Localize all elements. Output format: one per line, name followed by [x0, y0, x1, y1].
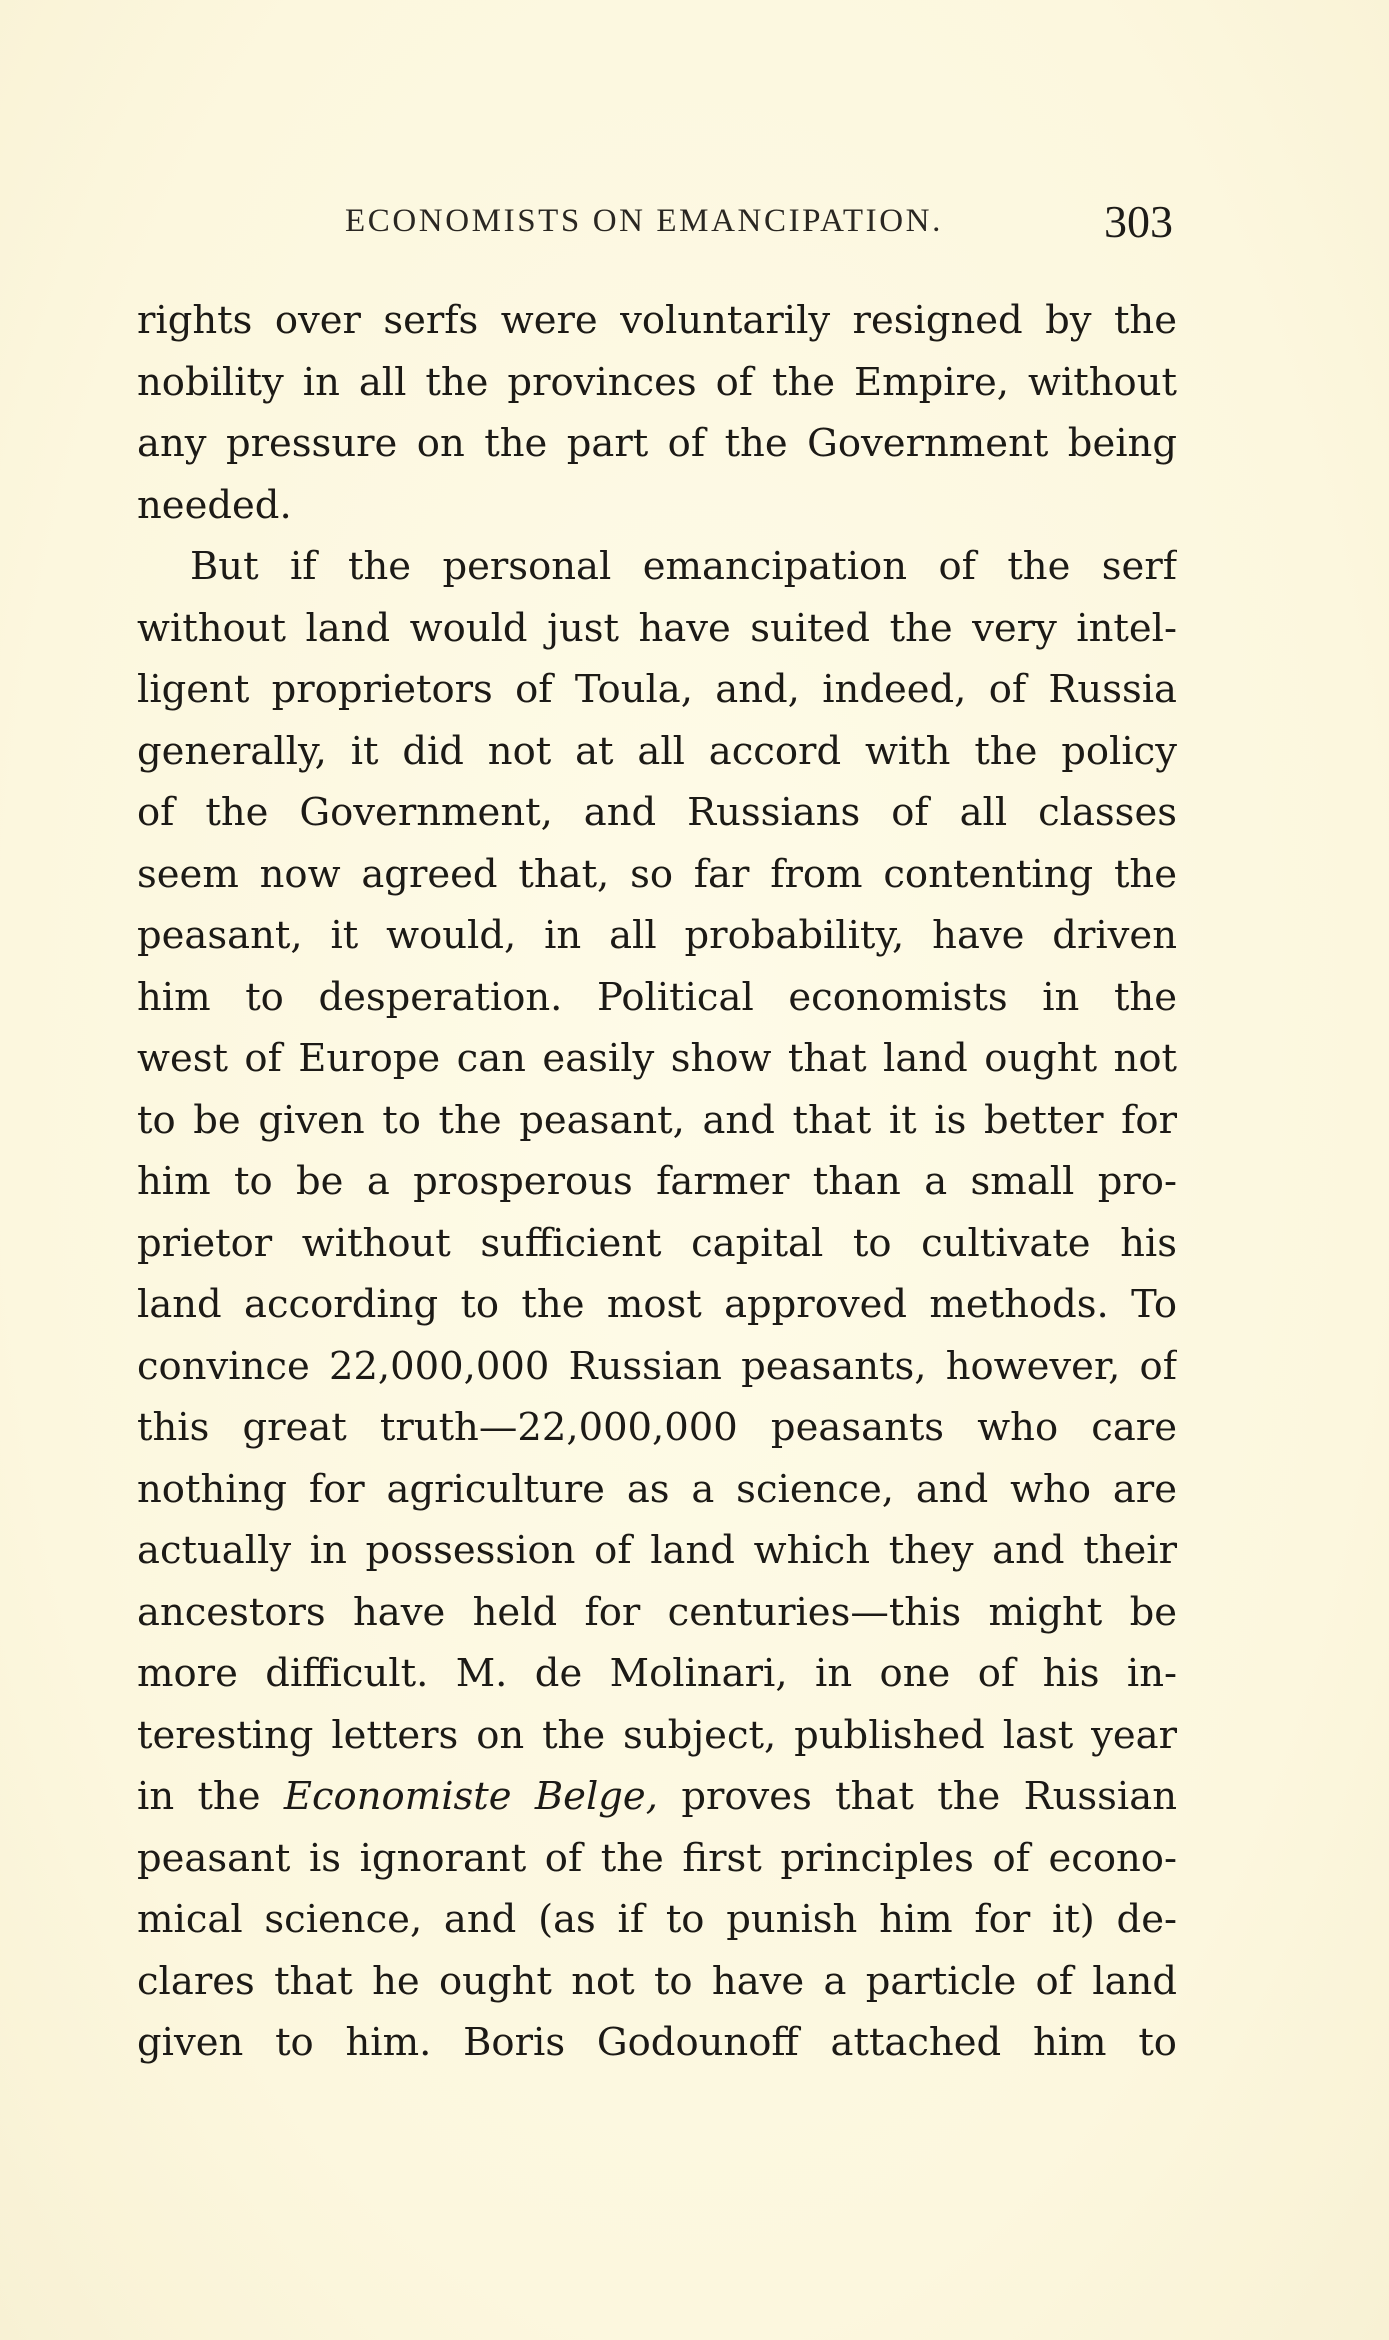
text-line: land according to the most approved methods. To — [137, 1282, 1177, 1327]
text-line: seem now agreed that, so far from contenting the — [137, 851, 1177, 897]
text-line: him to be a prosperous farmer than a small pro- — [137, 1159, 1177, 1204]
page-header — [135, 195, 1175, 255]
text-line: ancestors have held for centuries—this might be — [137, 1589, 1177, 1635]
text-line: convince 22,000,000 Russian peasants, however, of — [137, 1343, 1177, 1389]
text-line: actually in possession of land which they and their — [137, 1528, 1177, 1573]
text-line-with-italic — [137, 1766, 1177, 1828]
text-line: to be given to the peasant, and that it is better for — [137, 1097, 1177, 1143]
text-line: generally, it did not at all accord with the policy — [137, 728, 1177, 774]
text-segment: proves that the Russian — [681, 1774, 1177, 1819]
text-line: of the Government, and Russians of all classes — [137, 790, 1177, 835]
text-line: clares that he ought not to have a particle of land — [137, 1958, 1177, 2004]
italic-title-economiste-belge: Economiste Belge, — [283, 1774, 658, 1819]
text-line: given to him. Boris Godounoff attached him to — [137, 2020, 1177, 2065]
text-line: this great truth—22,000,000 peasants who care — [137, 1405, 1177, 1450]
text-line: him to desperation. Political economists in the — [137, 974, 1177, 1020]
body-text — [137, 290, 1177, 2074]
text-line: rights over serfs were voluntarily resigned by the — [137, 298, 1177, 343]
text-line: prietor without sufficient capital to cultivate his — [137, 1220, 1177, 1266]
text-segment: in the — [137, 1774, 261, 1819]
text-line: teresting letters on the subject, published last year — [137, 1712, 1177, 1758]
text-line: nobility in all the provinces of the Empire, without — [137, 359, 1177, 405]
text-line: without land would just have suited the very intel- — [137, 605, 1177, 651]
text-line-paragraph-start: But if the personal emancipation of the serf — [190, 544, 1177, 589]
text-line: peasant is ignorant of the first principles of econo- — [137, 1835, 1177, 1881]
text-line: nothing for agriculture as a science, and who are — [137, 1466, 1177, 1512]
running-head: ECONOMISTS ON EMANCIPATION. — [345, 203, 943, 239]
text-line: any pressure on the part of the Government being — [137, 421, 1177, 466]
page-number: 303 — [1104, 196, 1173, 247]
text-line: more difficult. M. de Molinari, in one of his in- — [137, 1651, 1177, 1696]
text-line: ligent proprietors of Toula, and, indeed, of Russia — [137, 667, 1177, 712]
text-line: peasant, it would, in all probability, have driven — [137, 913, 1177, 958]
text-line: needed. — [137, 482, 292, 528]
text-line: mical science, and (as if to punish him for it) de- — [137, 1897, 1177, 1942]
text-line: west of Europe can easily show that land ought not — [137, 1036, 1177, 1081]
